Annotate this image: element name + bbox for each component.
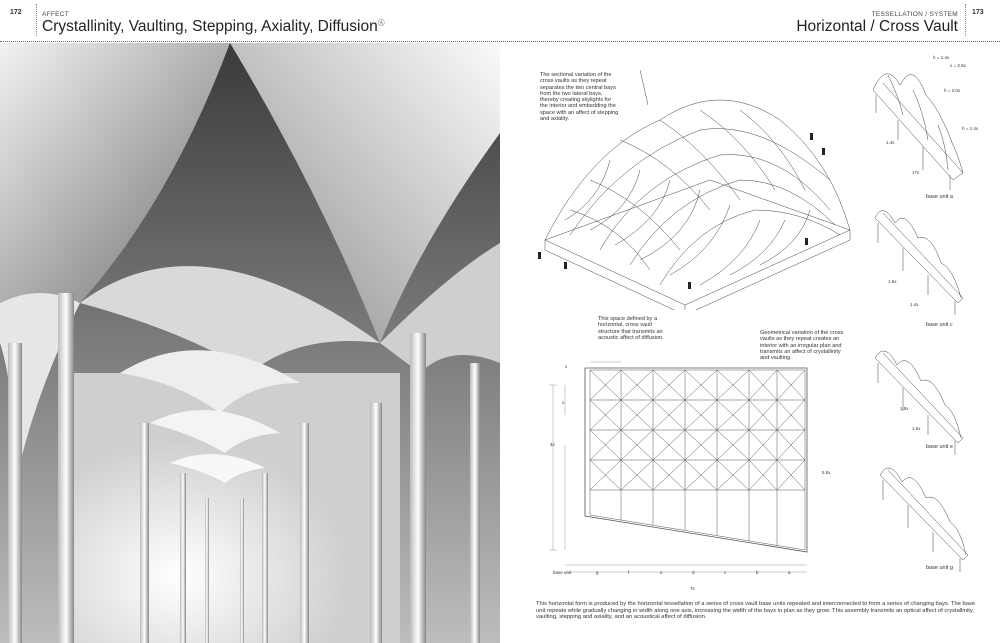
dim-label: h = 1.4x	[962, 126, 979, 131]
left-section-label: AFFECT	[42, 11, 70, 18]
plan-left-dim: 4x	[550, 442, 555, 447]
annotation-geometric: Geometrical variation of the cross vaults as they repeat creates an interior with an irregular plan and transmits an affect of crystallinity and vaulting.	[760, 330, 844, 362]
dim-label: 1.5x	[912, 426, 921, 431]
base-unit-g-label: base unit g	[926, 565, 953, 571]
vault-interior-photo	[0, 43, 500, 643]
plan-top-dim: x	[565, 364, 568, 369]
annotation-sectional: The sectional variation of the cross vaults as they repeat separates the two central bays from the two lateral bays, thereby creating skylights for the interior and embedding the space with an affect of stepping and axiality.	[540, 72, 619, 123]
base-unit-drawings	[858, 55, 988, 600]
affect-mark-icon: Ⓐ	[377, 20, 385, 27]
header-divider	[965, 4, 966, 36]
plan-unit-label: b	[756, 570, 759, 575]
dim-label: 1.4x	[886, 140, 895, 145]
plan-unit-label: a	[788, 570, 791, 575]
page-header	[0, 0, 1000, 42]
right-page-title: Horizontal / Cross Vault	[796, 18, 958, 35]
dim-label: 1.4x	[910, 302, 919, 307]
plan-unit-label: f	[628, 570, 630, 575]
plan-base-unit-label: base unit	[553, 570, 572, 575]
right-section-label: TESSELLATION / SYSTEM	[871, 11, 958, 18]
left-page-number: 172	[10, 9, 22, 16]
plan-bottom-dim: 7x	[690, 586, 695, 591]
dim-label: h = 1.4x	[933, 55, 950, 60]
left-page-title	[42, 18, 385, 36]
plan-unit-label: d	[692, 570, 695, 575]
base-unit-c-label: base unit c	[926, 322, 953, 328]
dim-label: x = 2.5x	[950, 63, 966, 68]
right-page-number: 173	[972, 9, 984, 16]
plan-unit-label: e	[660, 570, 663, 575]
dim-label: 1.5x	[900, 406, 909, 411]
annotation-space: This space defined by a horizontal, cross vault structure that transmits an acoustic affect of diffusion.	[598, 316, 664, 341]
dim-label: 1.6x	[888, 279, 897, 284]
figure-caption: This horizontal form is produced by the horizontal tessellation of a series of cross vault base units repeated and interconnected to form a series of changing bays. The base unit repeats while gradually changing in width along one axis, increasing the width of the bays in plan as they grow. This assembly transmits an optical affect of crystallinity, vaulting, stepping and axiality, and an acoustical affect of diffusion.	[536, 601, 976, 621]
left-title-text: Crystallinity, Vaulting, Stepping, Axiality, Diffusion	[42, 18, 378, 36]
plan-left-dim: x	[562, 400, 565, 405]
plan-unit-label: c	[724, 570, 727, 575]
plan-unit-label: g	[596, 570, 599, 575]
header-rule	[0, 41, 1000, 42]
floor-plan-drawing	[545, 360, 815, 595]
dim-label: 17x	[912, 170, 920, 175]
dim-label: h = 2.0x	[944, 88, 961, 93]
base-unit-a-label: base unit a	[926, 194, 953, 200]
header-divider	[36, 4, 37, 36]
base-unit-e-label: base unit e	[926, 444, 953, 450]
plan-right-dim: 5.5x	[822, 470, 831, 475]
vault-rendering	[0, 43, 500, 643]
